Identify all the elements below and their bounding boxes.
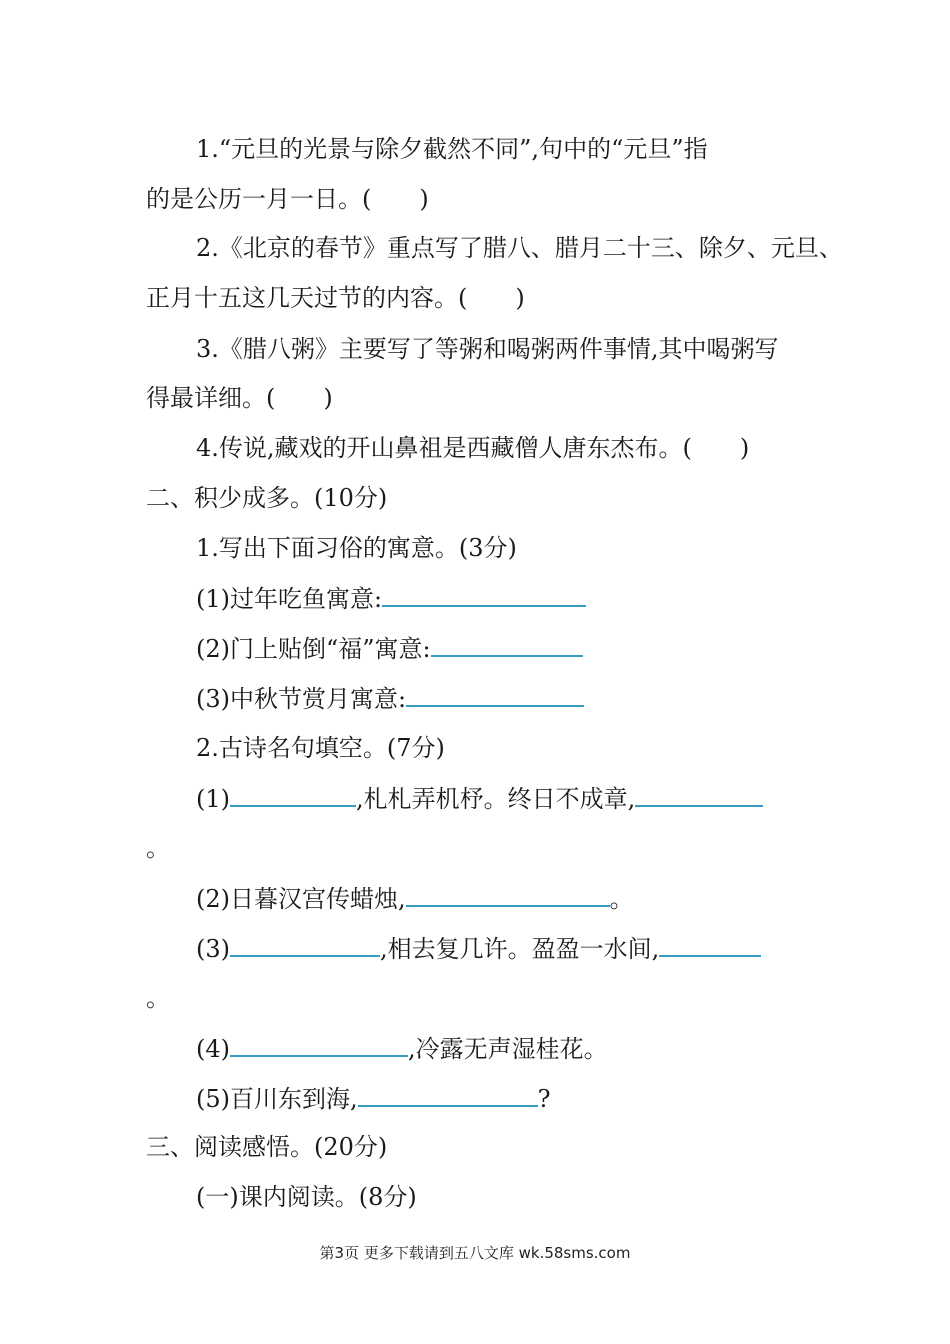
page-footer: 第3页 更多下载请到五八文库 wk.58sms.com bbox=[319, 1244, 631, 1262]
poem-4-prefix: (4) bbox=[196, 1035, 230, 1063]
answer-blank[interactable] bbox=[635, 783, 763, 807]
poem-3-end: 。 bbox=[146, 984, 170, 1012]
poem-5-end: ? bbox=[537, 1085, 551, 1113]
poem-1-end: 。 bbox=[146, 834, 170, 862]
custom-item-2-label: (2)门上贴倒“福”寓意: bbox=[196, 635, 431, 663]
section-3-sub1-heading: (一)课内阅读。(8分) bbox=[196, 1183, 417, 1211]
poem-1-middle: ,札札弄机杼。终日不成章, bbox=[356, 785, 636, 813]
answer-blank[interactable] bbox=[358, 1083, 538, 1107]
question-1-line-1: 1.“元旦的光景与除夕截然不同”,句中的“元旦”指 bbox=[196, 135, 708, 163]
custom-item-3-label: (3)中秋节赏月寓意: bbox=[196, 685, 407, 713]
section-2-sub2-heading: 2.古诗名句填空。(7分) bbox=[196, 734, 445, 762]
poem-item-5 bbox=[196, 1083, 551, 1114]
question-4-line-1: 4.传说,藏戏的开山鼻祖是西藏僧人唐东杰布。( ) bbox=[196, 434, 750, 462]
poem-5-prefix: (5)百川东到海, bbox=[196, 1085, 358, 1113]
poem-item-2 bbox=[196, 883, 634, 914]
answer-blank[interactable] bbox=[230, 1033, 408, 1057]
answer-blank[interactable] bbox=[230, 783, 356, 807]
custom-item-1 bbox=[196, 583, 586, 614]
poem-2-prefix: (2)日暮汉宫传蜡烛, bbox=[196, 885, 406, 913]
answer-blank[interactable] bbox=[406, 883, 610, 907]
answer-blank[interactable] bbox=[230, 933, 380, 957]
question-3-line-2: 得最详细。( ) bbox=[146, 384, 333, 412]
answer-blank[interactable] bbox=[406, 683, 584, 707]
answer-blank[interactable] bbox=[431, 633, 583, 657]
poem-item-4 bbox=[196, 1033, 608, 1064]
question-2-line-2: 正月十五这几天过节的内容。( ) bbox=[146, 284, 525, 312]
answer-blank[interactable] bbox=[659, 933, 761, 957]
question-1-line-2: 的是公历一月一日。( ) bbox=[146, 185, 429, 213]
poem-item-1 bbox=[196, 783, 763, 814]
question-3-line-1: 3.《腊八粥》主要写了等粥和喝粥两件事情,其中喝粥写 bbox=[196, 335, 779, 363]
poem-2-end: 。 bbox=[609, 885, 634, 913]
section-2-heading: 二、积少成多。(10分) bbox=[146, 484, 388, 512]
poem-item-3 bbox=[196, 933, 761, 964]
section-2-sub1-heading: 1.写出下面习俗的寓意。(3分) bbox=[196, 534, 517, 562]
custom-item-3 bbox=[196, 683, 584, 714]
question-2-line-1: 2.《北京的春节》重点写了腊八、腊月二十三、除夕、元旦、 bbox=[196, 234, 843, 262]
poem-1-prefix: (1) bbox=[196, 785, 230, 813]
poem-4-middle: ,冷露无声湿桂花。 bbox=[408, 1035, 608, 1063]
poem-3-middle: ,相去复几许。盈盈一水间, bbox=[380, 935, 660, 963]
custom-item-1-label: (1)过年吃鱼寓意: bbox=[196, 585, 383, 613]
section-3-heading: 三、阅读感悟。(20分) bbox=[146, 1133, 388, 1161]
poem-3-prefix: (3) bbox=[196, 935, 230, 963]
answer-blank[interactable] bbox=[382, 583, 586, 607]
custom-item-2 bbox=[196, 633, 583, 664]
